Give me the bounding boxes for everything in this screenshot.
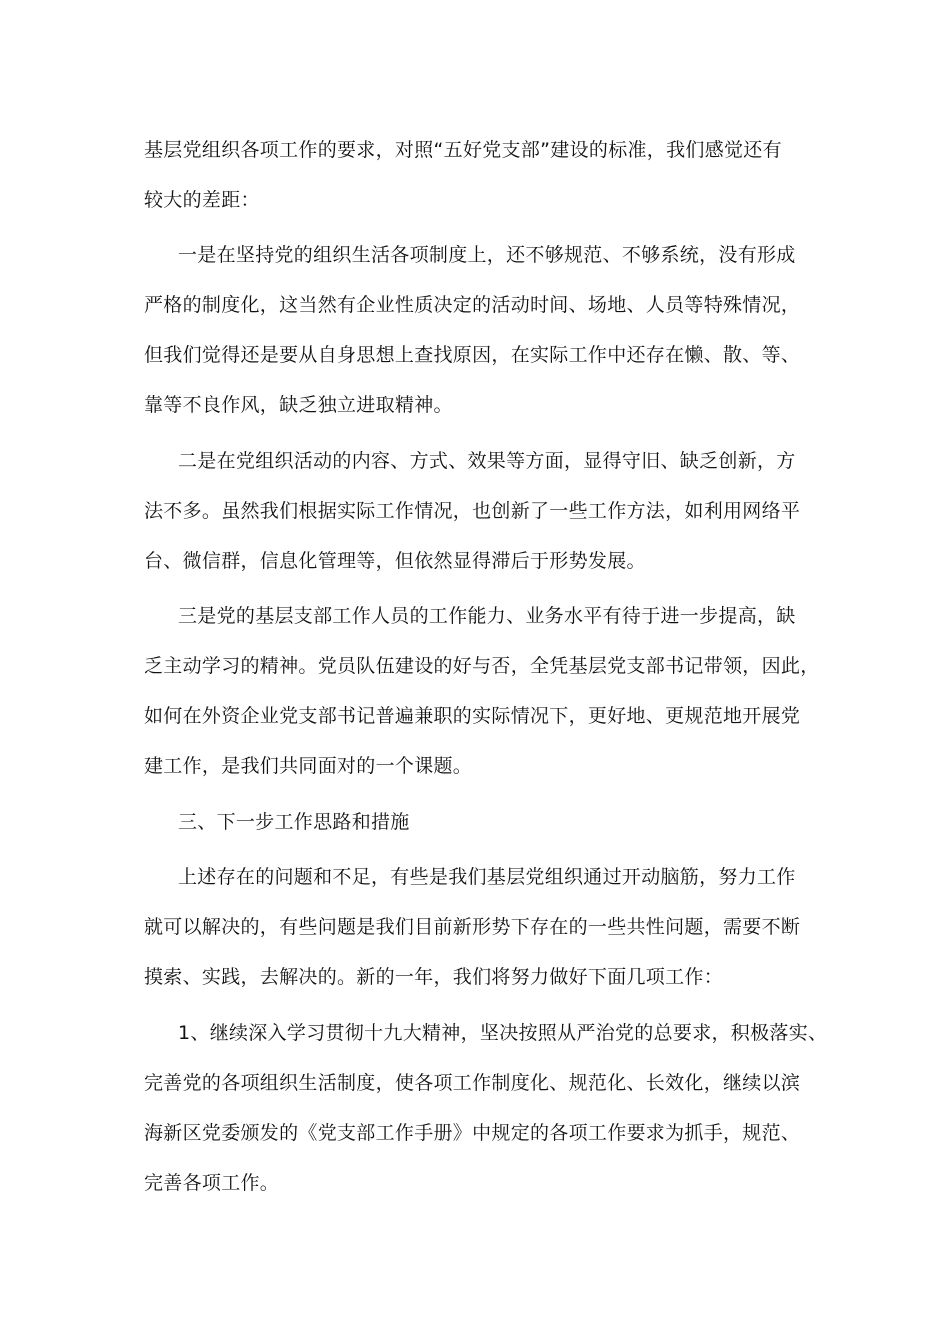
paragraph-first-line: 二是在党组织活动的内容、方式、效果等方面，显得守旧、缺乏创新，方 <box>178 450 796 472</box>
body-text-line: 完善各项工作。 <box>144 1172 280 1194</box>
body-text-line: 如何在外资企业党支部书记普遍兼职的实际情况下，更好地、更规范地开展党 <box>144 705 801 727</box>
body-text-line: 较大的差距： <box>144 189 260 211</box>
body-text-line: 基层党组织各项工作的要求，对照“五好党支部”建设的标准，我们感觉还有 <box>144 139 782 161</box>
body-text-line: 但我们觉得还是要从自身思想上查找原因，在实际工作中还存在懒、散、等、 <box>144 344 801 366</box>
paragraph-first-line: 三是党的基层支部工作人员的工作能力、业务水平有待于进一步提高，缺 <box>178 605 796 627</box>
paragraph-first-line: 一是在坚持党的组织生活各项制度上，还不够规范、不够系统，没有形成 <box>178 244 796 266</box>
body-text-line: 就可以解决的，有些问题是我们目前新形势下存在的一些共性问题，需要不断 <box>144 916 801 938</box>
paragraph-first-line: 上述存在的问题和不足，有些是我们基层党组织通过开动脑筋，努力工作 <box>178 866 796 888</box>
body-text-line: 乏主动学习的精神。党员队伍建设的好与否，全凭基层党支部书记带领，因此， <box>144 655 820 677</box>
body-text-line: 海新区党委颁发的《党支部工作手册》中规定的各项工作要求为抓手，规范、 <box>144 1122 801 1144</box>
body-text-line: 法不多。虽然我们根据实际工作情况，也创新了一些工作方法，如利用网络平 <box>144 500 801 522</box>
body-text-line: 严格的制度化，这当然有企业性质决定的活动时间、场地、人员等特殊情况， <box>144 294 801 316</box>
body-text-line: 建工作，是我们共同面对的一个课题。 <box>144 755 473 777</box>
body-text-line: 靠等不良作风，缺乏独立进取精神。 <box>144 394 453 416</box>
body-text-line: 台、微信群，信息化管理等，但依然显得滞后于形势发展。 <box>144 550 646 572</box>
body-text-line: 摸索、实践，去解决的。新的一年，我们将努力做好下面几项工作： <box>144 966 724 988</box>
paragraph-first-line: 1、继续深入学习贯彻十九大精神，坚决按照从严治党的总要求，积极落实、 <box>178 1022 828 1044</box>
body-text-line: 完善党的各项组织生活制度，使各项工作制度化、规范化、长效化，继续以滨 <box>144 1072 801 1094</box>
section-heading: 三、下一步工作思路和措施 <box>178 811 410 833</box>
